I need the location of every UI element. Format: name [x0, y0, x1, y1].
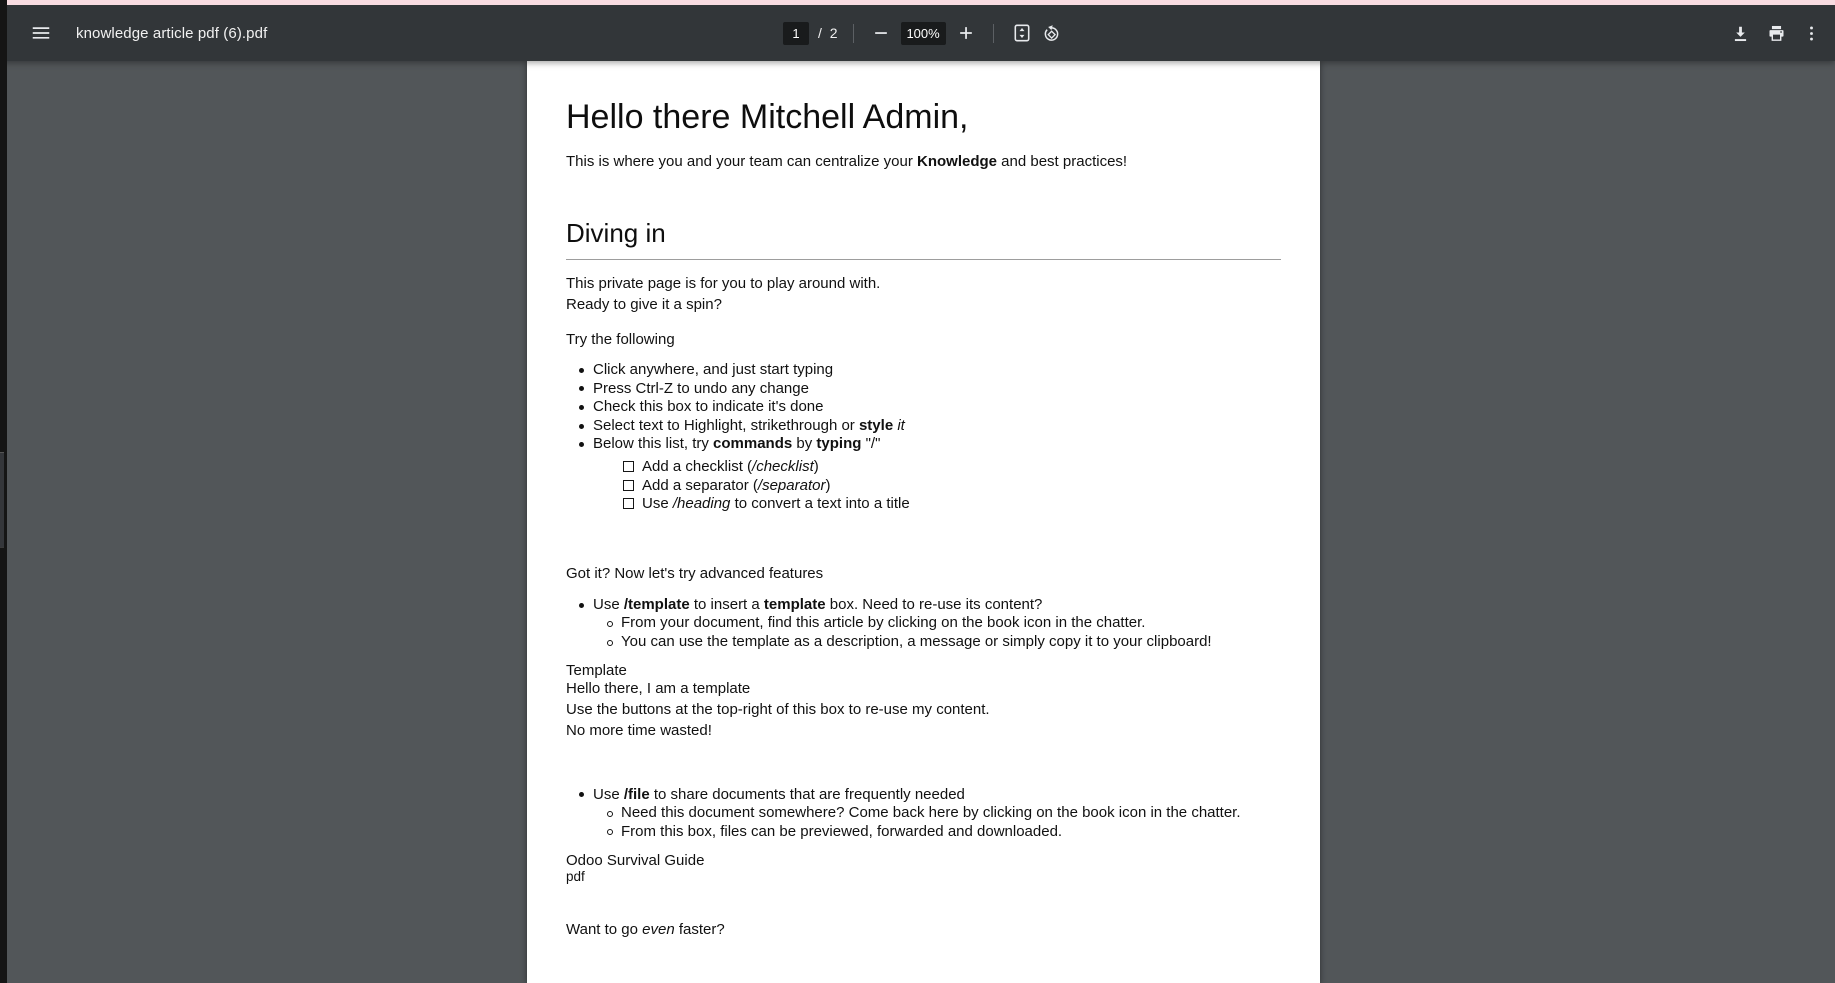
toolbar-divider — [993, 24, 994, 43]
window-edge-handle — [0, 452, 4, 548]
template-box — [566, 662, 1281, 741]
toolbar-left — [0, 22, 267, 44]
checklist-label: Add a separator (/separator) — [642, 476, 831, 494]
pdf-toolbar — [0, 5, 1835, 61]
download-icon — [1730, 23, 1751, 44]
template-box-line: Hello there, I am a template — [566, 679, 751, 697]
pdf-page-content — [527, 61, 1320, 940]
template-list — [566, 596, 1281, 652]
hamburger-icon — [30, 22, 52, 44]
checklist-item — [566, 495, 1281, 514]
checklist-label: Add a checklist (/checklist) — [642, 457, 819, 475]
menu-icon[interactable] — [30, 22, 52, 44]
checkbox-icon — [623, 498, 634, 509]
doc-heading: Hello there Mitchell Admin, — [566, 98, 969, 136]
section-heading: Diving in — [566, 218, 666, 248]
list-item-text: Use /file to share documents that are frequently needed — [593, 785, 965, 803]
sub-list-item: From this box, files can be previewed, forwarded and downloaded. — [593, 823, 1281, 842]
file-type: pdf — [566, 869, 585, 885]
list-item: Press Ctrl-Z to undo any change — [566, 380, 1281, 399]
more-options-button[interactable] — [1802, 24, 1821, 43]
download-button[interactable] — [1730, 23, 1751, 44]
sub-list-item: Need this document somewhere? Come back here by clicking on the book icon in the chatter. — [593, 804, 1281, 823]
checklist-item — [566, 458, 1281, 477]
list-item: Select text to Highlight, strikethrough or style it — [566, 417, 1281, 436]
template-box-line: Use the buttons at the top-right of this box to re-use my content. — [566, 700, 990, 718]
fit-to-page-icon — [1011, 22, 1033, 44]
zoom-out-button[interactable] — [871, 23, 891, 43]
window-top-strip — [0, 0, 1835, 5]
checkbox-icon — [623, 480, 634, 491]
paragraph: Want to go even faster? — [566, 921, 725, 939]
rotate-ccw-icon — [1041, 23, 1062, 44]
file-attachment — [566, 853, 1281, 884]
checklist — [566, 458, 1281, 514]
section-divider — [566, 259, 1281, 260]
rotate-button[interactable] — [1041, 23, 1062, 44]
list-item: Below this list, try commands by typing "/" — [566, 435, 1281, 454]
toolbar-center — [783, 5, 1066, 61]
template-box-line: No more time wasted! — [566, 721, 712, 739]
fit-to-page-button[interactable] — [1011, 22, 1033, 44]
document-title: knowledge article pdf (6).pdf — [76, 24, 268, 42]
list-item: Check this box to indicate it's done — [566, 398, 1281, 417]
pdf-viewport[interactable] — [0, 61, 1835, 983]
checklist-label: Use /heading to convert a text into a title — [642, 495, 910, 513]
paragraph: Got it? Now let's try advanced features — [566, 564, 824, 582]
list-item — [566, 786, 1281, 842]
page-number-input[interactable] — [783, 22, 809, 45]
checkbox-icon — [623, 461, 634, 472]
minus-icon — [871, 23, 891, 43]
file-title: Odoo Survival Guide — [566, 852, 705, 870]
plus-icon — [956, 23, 976, 43]
print-button[interactable] — [1766, 23, 1787, 44]
doc-intro: This is where you and your team can centralize your Knowledge and best practices! — [566, 153, 1128, 170]
list-item — [566, 596, 1281, 652]
paragraph: This private page is for you to play around with. — [566, 275, 881, 292]
zoom-in-button[interactable] — [956, 23, 976, 43]
file-sublist — [593, 804, 1281, 841]
list-item: Click anywhere, and just start typing — [566, 361, 1281, 380]
more-vertical-icon — [1802, 24, 1821, 43]
sub-list-item: From your document, find this article by clicking on the book icon in the chatter. — [593, 614, 1281, 633]
pdf-page[interactable] — [527, 61, 1320, 983]
paragraph: Try the following — [566, 331, 675, 348]
file-list — [566, 786, 1281, 842]
toolbar-right — [1730, 5, 1821, 61]
try-list — [566, 361, 1281, 454]
list-item-text: Use /template to insert a template box. Need to re-use its content? — [593, 595, 1043, 613]
toolbar-divider — [853, 24, 854, 43]
window-left-edge — [0, 0, 7, 983]
template-sublist — [593, 614, 1281, 651]
paragraph: Ready to give it a spin? — [566, 296, 722, 313]
print-icon — [1766, 23, 1787, 44]
zoom-level: 100% — [901, 22, 946, 45]
template-box-label: Template — [566, 661, 627, 679]
page-count-label: / 2 — [818, 25, 840, 41]
checklist-item — [566, 477, 1281, 496]
sub-list-item: You can use the template as a description, a message or simply copy it to your clipboard! — [593, 633, 1281, 652]
